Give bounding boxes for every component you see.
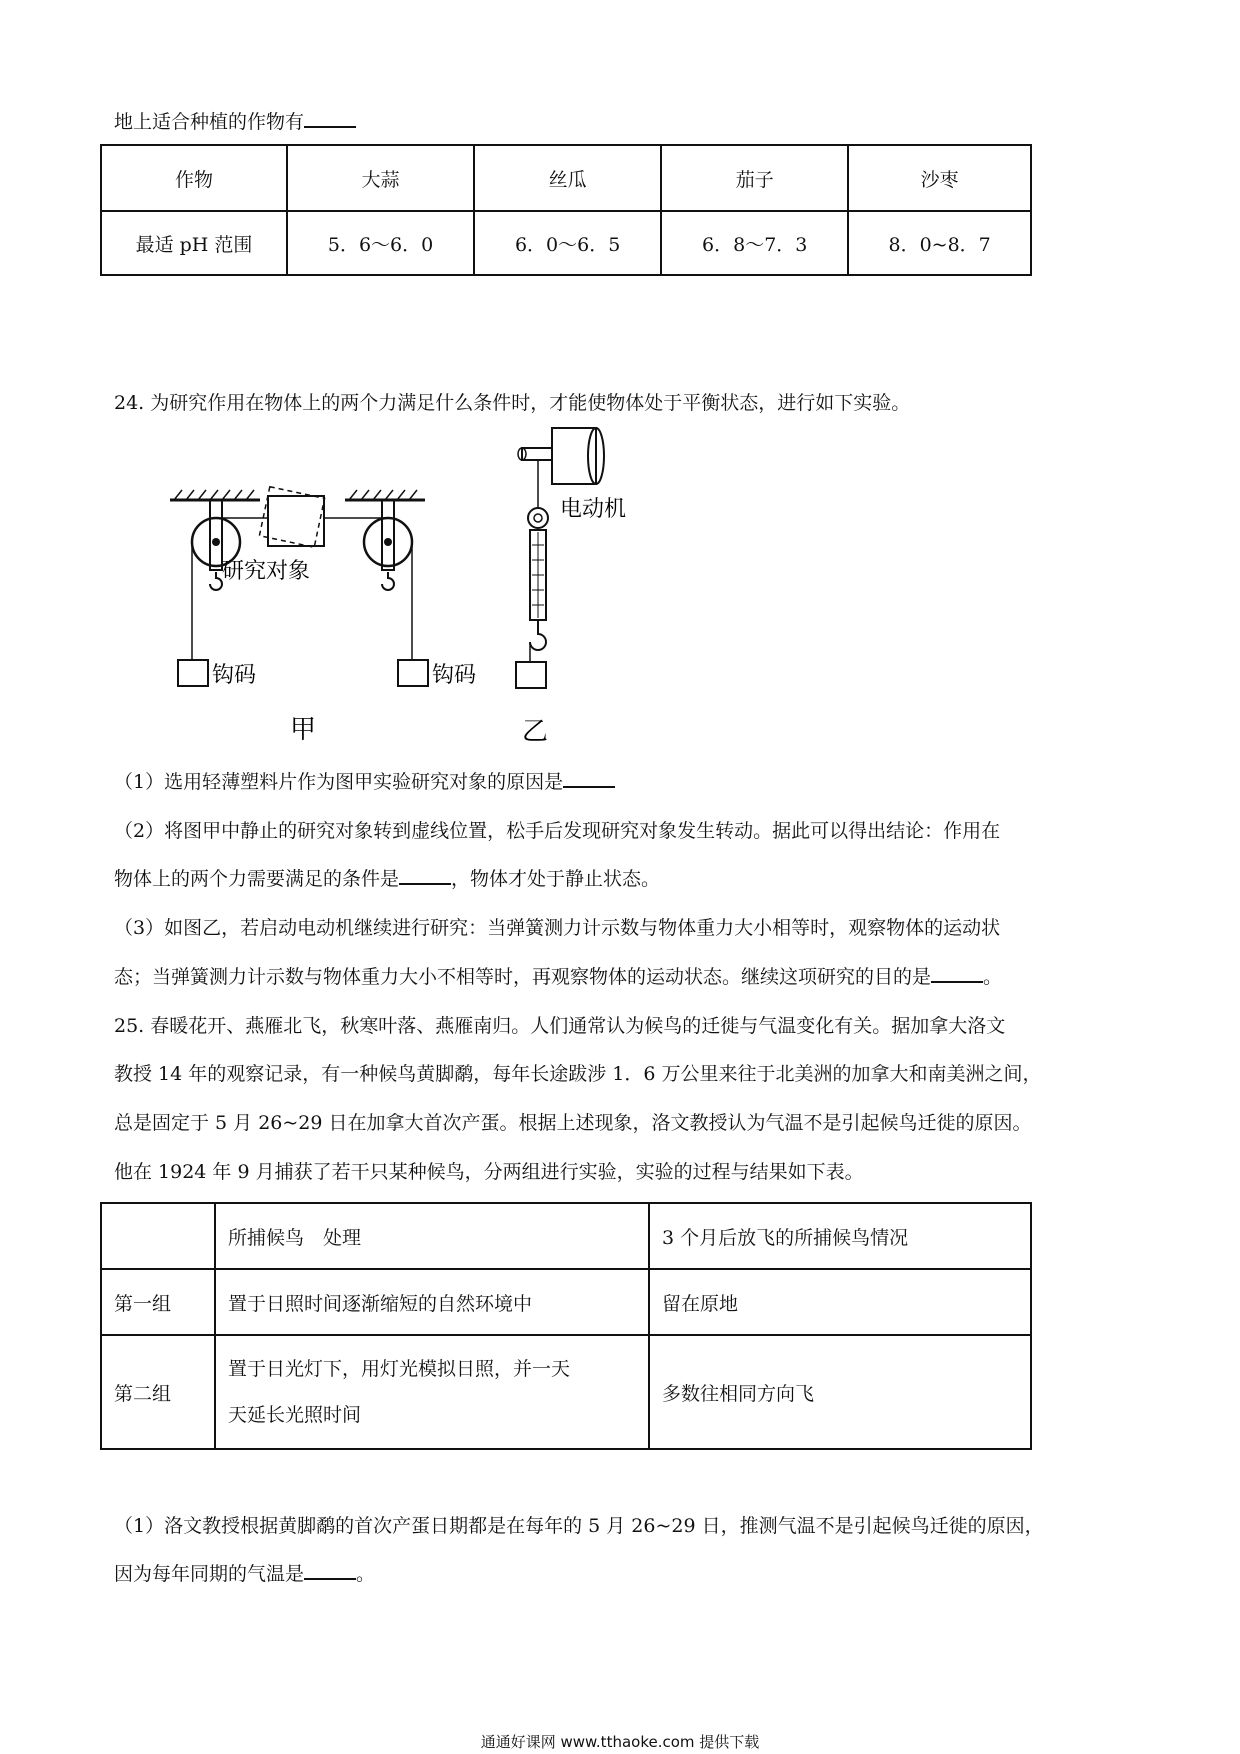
q24-part1: （1）选用轻薄塑料片作为图甲实验研究对象的原因是: [114, 767, 615, 797]
ph-header-cell: 丝瓜: [474, 145, 661, 211]
answer-blank: [931, 963, 983, 983]
label-research-object: 研究对象: [222, 559, 311, 584]
ph-table: [100, 144, 1032, 276]
ph-header-cell: 茄子: [661, 145, 848, 211]
ph-value-cell: 8．0~8．7: [848, 211, 1031, 275]
motor: [518, 428, 604, 484]
bird-table-header-row: [101, 1203, 1031, 1269]
pulley-right: [364, 500, 412, 590]
ph-header-cell: 大蒜: [287, 145, 474, 211]
strings: [192, 518, 412, 660]
q23-tail-line: 地上适合种植的作物有: [114, 107, 356, 137]
ph-table-header-row: [101, 145, 1031, 211]
group-cell: 第二组: [101, 1335, 215, 1449]
ph-table-value-row: [101, 211, 1031, 275]
q24-part3-line2: 态；当弹簧测力计示数与物体重力大小不相等时，再观察物体的运动状态。继续这项研究的目的是 。: [114, 962, 1002, 992]
ph-value-cell: 5．6～6．0: [287, 211, 474, 275]
weight-right: [398, 660, 428, 686]
ph-row-label: 最适 pH 范围: [101, 211, 287, 275]
q25-line4: 他在 1924 年 9 月捕获了若干只某种候鸟，分两组进行实验，实验的过程与结果如下表。: [114, 1161, 864, 1183]
label-weight-right: 钩码: [432, 663, 477, 688]
caption-jia: 甲: [290, 715, 317, 745]
page-footer: 通通好课网 www.tthaoke.com 提供下载: [480, 1733, 760, 1751]
bird-header-cell: 所捕候鸟 处理: [215, 1203, 649, 1269]
weight-left: [178, 660, 208, 686]
bird-header-cell: 3 个月后放飞的所捕候鸟情况: [649, 1203, 1031, 1269]
result-cell: 多数往相同方向飞: [649, 1335, 1031, 1449]
q24-part3-line1: （3）如图乙，若启动电动机继续进行研究：当弹簧测力计示数与物体重力大小相等时，观察物体的运动状: [114, 917, 1001, 939]
bird-table: [100, 1202, 1032, 1450]
ph-header-cell: 沙枣: [848, 145, 1031, 211]
label-weight-left: 钩码: [212, 663, 257, 688]
bird-table-row: [101, 1269, 1031, 1335]
answer-blank: [399, 865, 451, 885]
bird-header-cell: [101, 1203, 215, 1269]
answer-blank: [563, 768, 615, 788]
ph-value-cell: 6．0～6．5: [474, 211, 661, 275]
q24-stem: 24. 为研究作用在物体上的两个力满足什么条件时，才能使物体处于平衡状态，进行如下实验。: [114, 392, 911, 414]
spring-scale: [528, 460, 548, 650]
q25-line2: 教授 14 年的观察记录，有一种候鸟黄脚鹬，每年长途跋涉 1．6 万公里来往于北美洲的加拿大和南美洲之间，: [114, 1063, 1042, 1085]
ph-header-cell: 作物: [101, 145, 287, 211]
weight-yi: [516, 662, 546, 688]
label-motor: 电动机: [560, 497, 627, 522]
treatment-cell: 置于日光灯下，用灯光模拟日照，并一天 天延长光照时间: [215, 1335, 649, 1449]
group-cell: 第一组: [101, 1269, 215, 1335]
q25-line3: 总是固定于 5 月 26~29 日在加拿大首次产蛋。根据上述现象，洛文教授认为气温不是引起候鸟迁徙的原因。: [114, 1112, 1032, 1134]
answer-blank: [304, 1560, 356, 1580]
answer-blank: [304, 108, 356, 128]
q24-part2-line2: 物体上的两个力需要满足的条件是 ，物体才处于静止状态。: [114, 864, 660, 894]
caption-yi: 乙: [522, 717, 549, 747]
q25-part1-line2: 因为每年同期的气温是 。: [114, 1559, 375, 1589]
q24-part2-line1: （2）将图甲中静止的研究对象转到虚线位置，松手后发现研究对象发生转动。据此可以得出结论：作用在: [114, 820, 1001, 842]
q25-part1-line1: （1）洛文教授根据黄脚鹬的首次产蛋日期都是在每年的 5 月 26~29 日，推测气温不是引起候鸟迁徙的原因，: [114, 1515, 1044, 1537]
ph-value-cell: 6．8～7．3: [661, 211, 848, 275]
q25-line1: 25. 春暖花开、燕雁北飞，秋寒叶落、燕雁南归。人们通常认为候鸟的迁徙与气温变化有关。据加拿大洛文: [114, 1015, 1006, 1037]
result-cell: 留在原地: [649, 1269, 1031, 1335]
treatment-cell: 置于日照时间逐渐缩短的自然环境中: [215, 1269, 649, 1335]
bird-table-row: [101, 1335, 1031, 1449]
q24-figure: [160, 430, 627, 750]
